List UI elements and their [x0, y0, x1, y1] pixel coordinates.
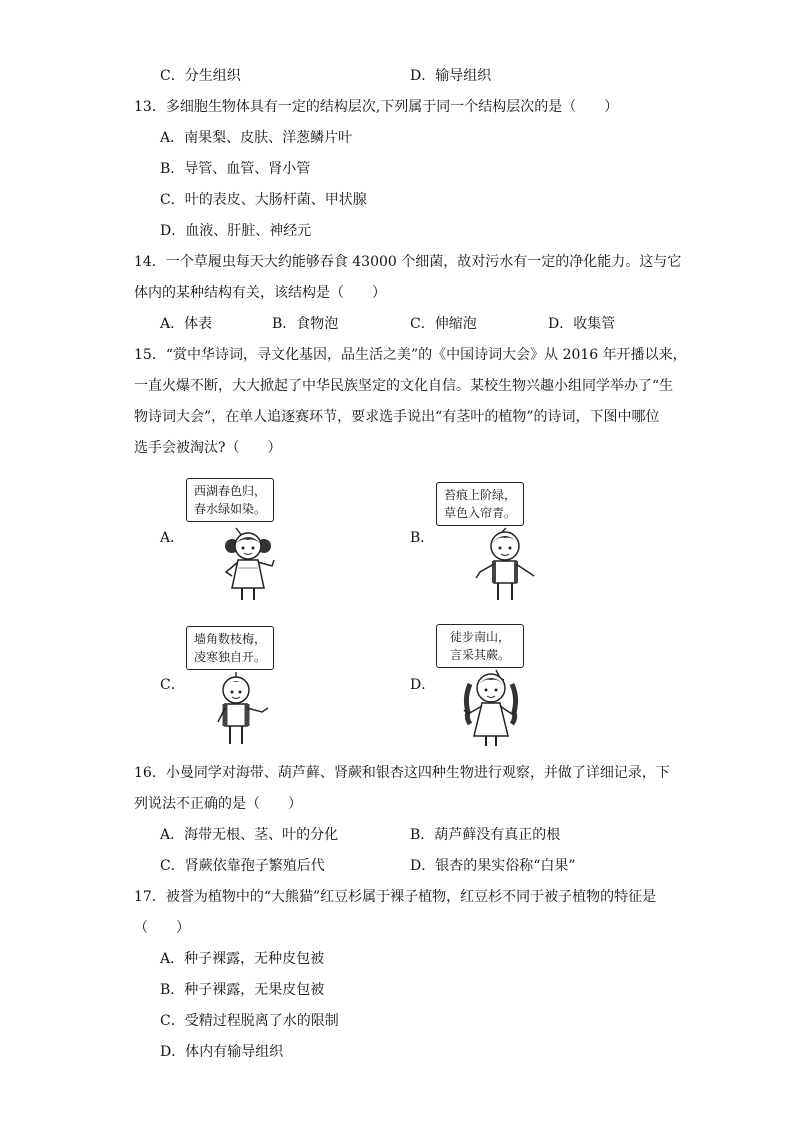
boy-character-icon — [470, 526, 540, 604]
q15-stem-line1: 15．“赏中华诗词，寻文化基因，品生活之美”的《中国诗词大会》从 2016 年开播以来， — [134, 347, 687, 363]
q14-stem-line1: 14．一个草履虫每天大约能够吞食 43000 个细菌，故对污水有一定的净化能力。这与它 — [134, 254, 682, 270]
q16-option-a: A．海带无根、茎、叶的分化 — [160, 827, 339, 843]
q13-stem: 13．多细胞生物体具有一定的结构层次,下列属于同一个结构层次的是（ ） — [134, 99, 619, 115]
q15-stem-line2: 一直火爆不断，大大掀起了中华民族坚定的文化自信。某校生物兴趣小组同学举办了“生 — [134, 378, 674, 394]
poem-d-line2: 言采其蕨。 — [449, 648, 510, 662]
q17-option-c: C．受精过程脱离了水的限制 — [160, 1013, 339, 1029]
boy-character-icon — [206, 672, 276, 748]
q14-option-a: A．体表 — [160, 316, 213, 332]
speech-bubble-b — [436, 482, 524, 526]
poem-a-line1: 西湖春色归， — [193, 484, 266, 498]
figure-d-label: D． — [410, 677, 436, 693]
q13-option-d: D．血液、肝脏、神经元 — [160, 223, 312, 239]
q15-stem-line4: 选手会被淘汰?（ ） — [134, 440, 282, 456]
q16-stem-line1: 16．小曼同学对海带、葫芦藓、肾蕨和银杏这四种生物进行观察，并做了详细记录，下 — [134, 765, 670, 781]
speech-bubble-a — [186, 478, 274, 522]
q14-option-d: D．收集管 — [548, 316, 616, 332]
q16-option-d: D．银杏的果实俗称“白果” — [410, 858, 576, 874]
girl-character-icon — [214, 526, 284, 602]
girl-character-icon — [456, 668, 526, 748]
figure-c-label: C． — [160, 677, 185, 693]
q14-option-b: B．食物泡 — [272, 316, 339, 332]
poem-c-line1: 墙角数枝梅， — [193, 632, 266, 646]
q13-option-b: B．导管、血管、肾小管 — [160, 161, 311, 177]
q13-option-c: C．叶的表皮、大肠杆菌、甲状腺 — [160, 192, 367, 208]
poem-c-line2: 凌寒独自开。 — [193, 650, 266, 664]
poem-b-line2: 草色入帘青。 — [443, 506, 516, 520]
poem-a-line2: 春水绿如染。 — [193, 502, 266, 516]
q14-option-c: C．伸缩泡 — [410, 316, 477, 332]
q12-option-d: D．输导组织 — [410, 68, 492, 84]
q16-option-c: C．肾蕨依靠孢子繁殖后代 — [160, 858, 325, 874]
q16-stem-line2: 列说法不正确的是（ ） — [134, 796, 302, 812]
q12-option-c: C．分生组织 — [160, 68, 241, 84]
figure-b-label: B． — [410, 530, 435, 546]
speech-bubble-d — [436, 624, 524, 668]
q17-option-a: A．种子裸露，无种皮包被 — [160, 951, 325, 967]
q17-stem-line1: 17．被誉为植物中的“大熊猫”红豆杉属于裸子植物，红豆杉不同于被子植物的特征是 — [134, 889, 657, 905]
speech-bubble-c — [186, 626, 274, 670]
q15-stem-line3: 物诗词大会”，在单人追逐赛环节，要求选手说出“有茎叶的植物”的诗词，下图中哪位 — [134, 409, 660, 425]
q14-stem-line2: 体内的某种结构有关，该结构是（ ） — [134, 285, 386, 301]
q16-option-b: B．葫芦藓没有真正的根 — [410, 827, 561, 843]
poem-b-line1: 苔痕上阶绿， — [443, 488, 516, 502]
q17-stem-line2: （ ） — [134, 920, 190, 936]
q17-option-b: B．种子裸露，无果皮包被 — [160, 982, 325, 998]
figure-a-label: A． — [160, 530, 185, 546]
q17-option-d: D．体内有输导组织 — [160, 1044, 284, 1060]
poem-d-line1: 徒步南山， — [449, 630, 510, 644]
q13-option-a: A．南果梨、皮肤、洋葱鳞片叶 — [160, 130, 353, 146]
